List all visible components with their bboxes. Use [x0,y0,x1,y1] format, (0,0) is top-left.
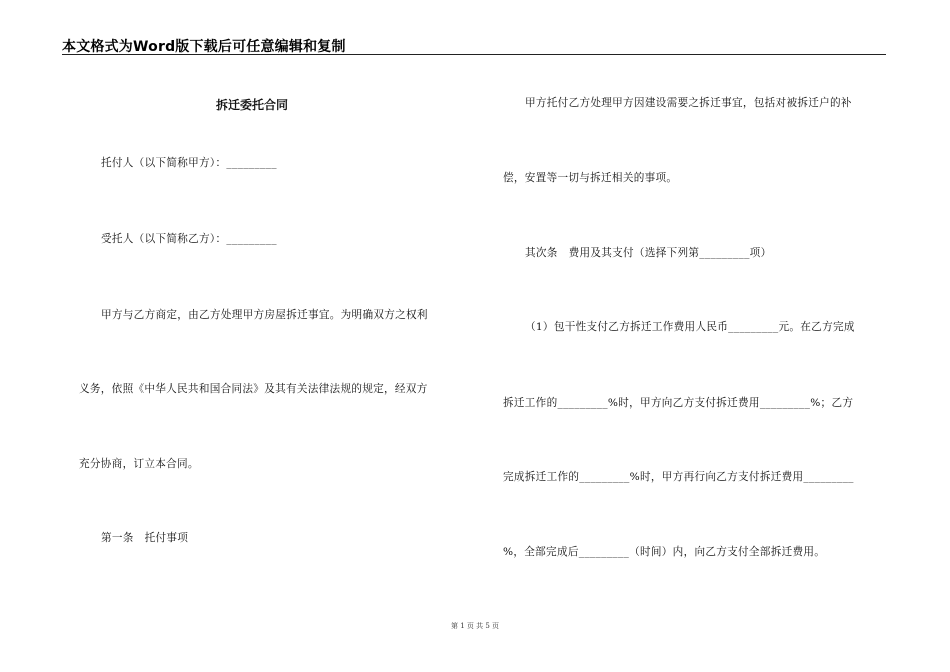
document-title: 拆迁委托合同 [216,98,289,112]
paragraph-line: 完成拆迁工作的_________%时，甲方再行向乙方支付拆迁费用_________ [503,471,854,483]
paragraph-line: 甲方与乙方商定，由乙方处理甲方房屋拆迁事宜。为明确双方之权利 [101,309,428,321]
paragraph-line: %，全部完成后_________（时间）内，向乙方支付全部拆迁费用。 [503,546,826,558]
article-heading: 其次条 费用及其支付（选择下列第_________项） [525,247,772,259]
article-heading: 第一条 托付事项 [101,532,189,544]
party-a-line: 托付人（以下简称甲方）：_________ [101,157,277,169]
paragraph-line: 义务，依照《中华人民共和国合同法》及其有关法律法规的规定，经双方 [79,383,428,395]
paragraph-line: 充分协商，订立本合同。 [79,458,199,470]
paragraph-line: （1）包干性支付乙方拆迁工作费用人民币_________元。在乙方完成 [525,321,855,333]
header-divider [62,54,886,55]
document-header: 本文格式为Word版下载后可任意编辑和复制 [62,39,346,55]
paragraph-line: 偿，安置等一切与拆迁相关的事项。 [503,172,678,184]
page-number: 第 1 页 共 5 页 [450,622,500,630]
paragraph-line: 甲方托付乙方处理甲方因建设需要之拆迁事宜，包括对被拆迁户的补 [525,97,852,109]
party-b-line: 受托人（以下简称乙方）：_________ [101,233,277,245]
paragraph-line: 拆迁工作的_________%时，甲方向乙方支付拆迁费用_________%；乙方 [503,397,854,409]
